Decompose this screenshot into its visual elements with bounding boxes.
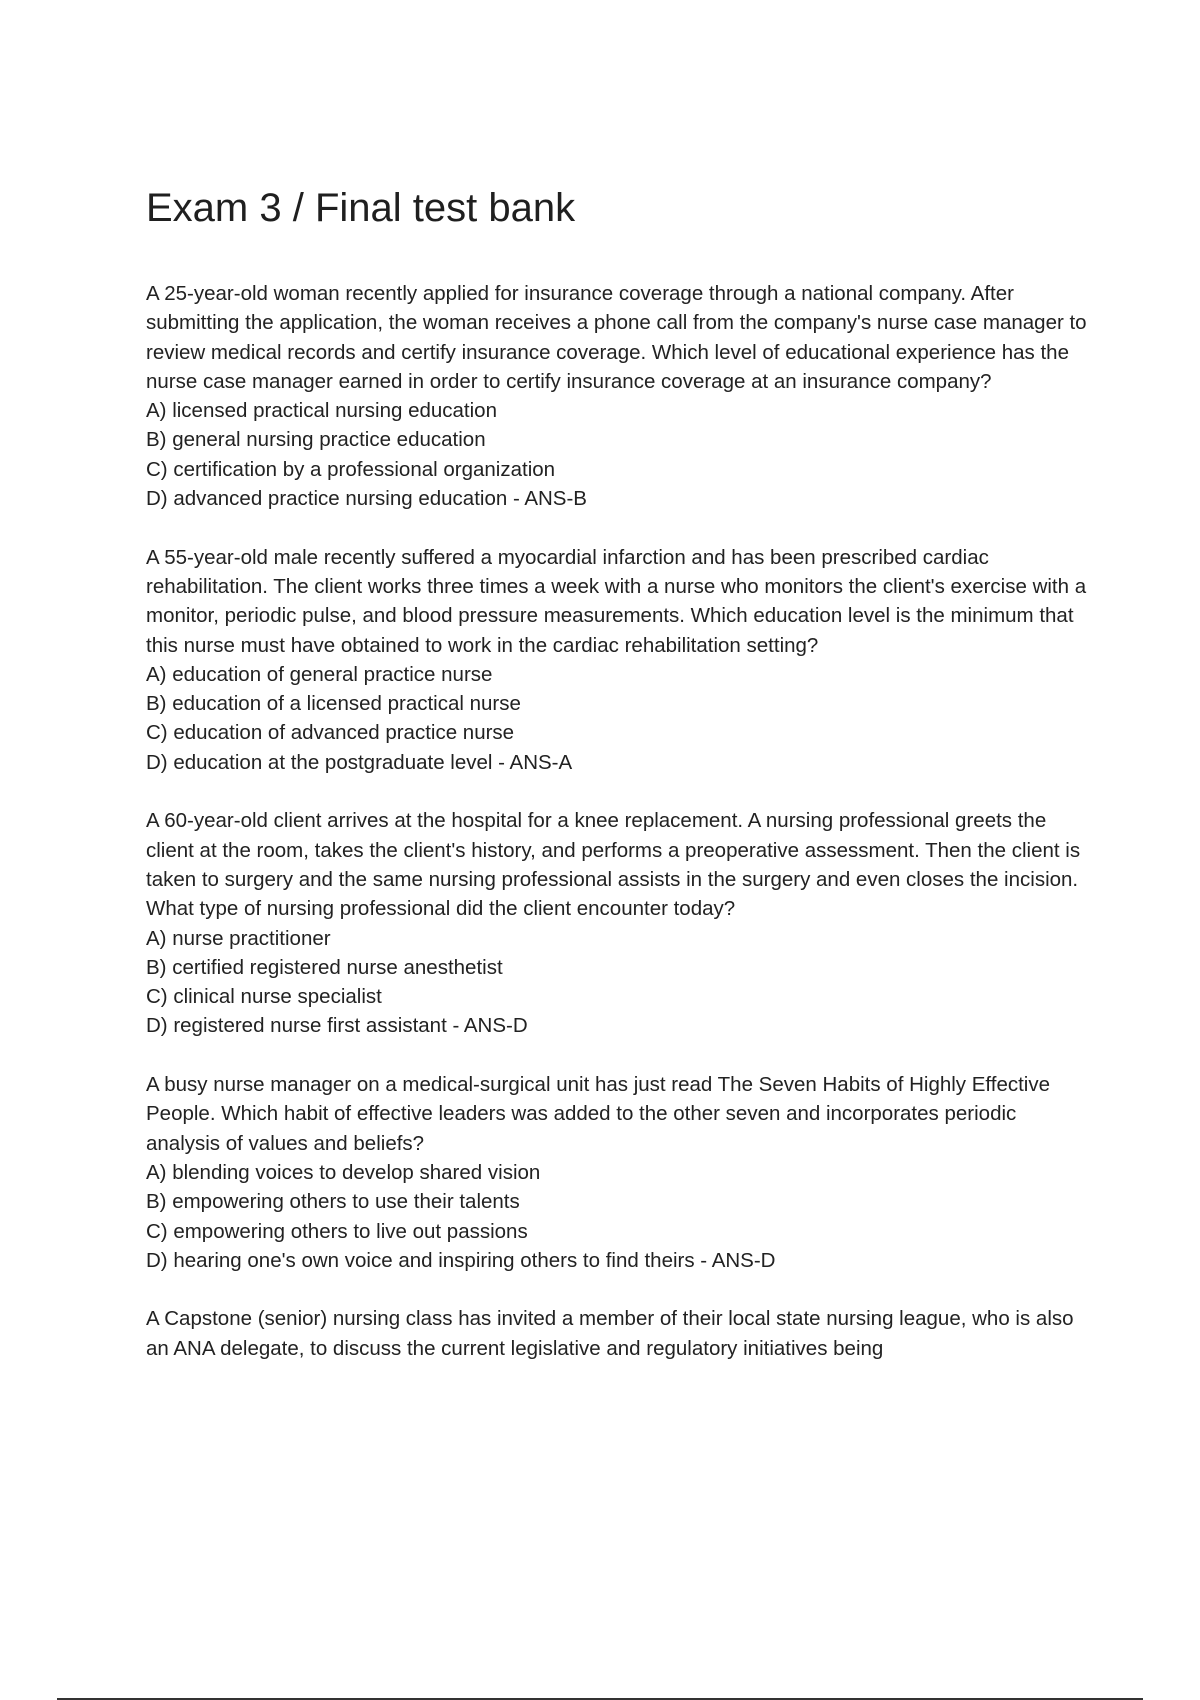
answer-option-d: D) advanced practice nursing education - ANS-B <box>146 487 587 511</box>
answer-option-b: B) general nursing practice education <box>146 428 486 452</box>
page-title: Exam 3 / Final test bank <box>146 186 576 230</box>
answer-option-c: C) certification by a professional organization <box>146 457 556 481</box>
answer-option-c: C) empowering others to live out passions <box>146 1219 528 1243</box>
question-stem: A 55-year-old male recently suffered a myocardial infarction and has been prescribed cardiac rehabilitation. The client works three times a week with a nurse who monitors the client's exercise with a monitor, periodic pulse, and blood pressure measurements. Which education level is the minimum that this nurse must have obtained to work in the cardiac rehabilitation setting? <box>146 545 1087 657</box>
answer-option-d: D) education at the postgraduate level - ANS-A <box>146 750 573 774</box>
answer-option-a: A) licensed practical nursing education <box>146 399 497 423</box>
answer-option-c: C) education of advanced practice nurse <box>146 721 515 745</box>
answer-option-b: B) education of a licensed practical nurse <box>146 692 521 716</box>
answer-option-a: A) blending voices to develop shared vision <box>146 1160 541 1184</box>
question-3 <box>146 806 1096 1040</box>
answer-option-a: A) nurse practitioner <box>146 926 331 950</box>
question-2 <box>146 543 1096 777</box>
question-4 <box>146 1070 1096 1275</box>
answer-option-d: D) hearing one's own voice and inspiring others to find theirs - ANS-D <box>146 1248 776 1272</box>
question-stem: A 25-year-old woman recently applied for insurance coverage through a national company. After submitting the application, the woman receives a phone call from the company's nurse case manager to review medical records and certify insurance coverage. Which level of educational experience has the nurse case manager earned in order to certify insurance coverage at an insurance company? <box>146 282 1087 393</box>
question-1 <box>146 279 1096 513</box>
answer-option-a: A) education of general practice nurse <box>146 662 493 686</box>
answer-option-b: B) certified registered nurse anesthetist <box>146 955 503 979</box>
question-stem: A 60-year-old client arrives at the hospital for a knee replacement. A nursing professional greets the client at the room, takes the client's history, and performs a preoperative assessment. Then the client is taken to surgery and the same nursing professional assists in the surgery and even closes the incision. What type of nursing professional did the client encounter today? <box>146 809 1081 921</box>
answer-option-d: D) registered nurse first assistant - ANS-D <box>146 1014 528 1038</box>
question-stem: A busy nurse manager on a medical-surgical unit has just read The Seven Habits of Highly Effective People. Which habit of effective leaders was added to the other seven and incorporates periodic analysis of values and beliefs? <box>146 1073 1051 1155</box>
answer-option-b: B) empowering others to use their talents <box>146 1190 520 1214</box>
question-list <box>146 279 1096 1392</box>
answer-option-c: C) clinical nurse specialist <box>146 985 382 1009</box>
question-5 <box>146 1304 1096 1363</box>
question-stem: A Capstone (senior) nursing class has invited a member of their local state nursing league, who is also an ANA delegate, to discuss the current legislative and regulatory initiatives being <box>146 1307 1074 1360</box>
